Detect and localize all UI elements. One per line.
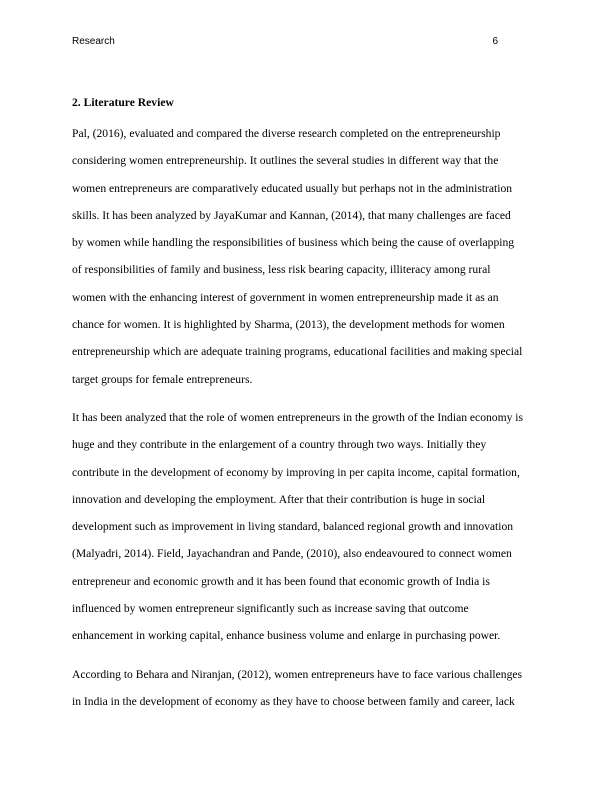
text-line: in India in the development of economy as they have to choose between family and career, lack	[72, 694, 515, 708]
text-line: Pal, (2016), evaluated and compared the diverse research completed on the entrepreneurship	[72, 127, 501, 140]
paragraph-2	[72, 404, 542, 650]
text-line: of responsibilities of family and business, less risk bearing capacity, illiteracy among rural	[72, 263, 491, 277]
page-number: 6	[492, 36, 498, 47]
section-heading: 2. Literature Review	[72, 96, 174, 109]
text-line: According to Behara and Niranjan, (2012), women entrepreneurs have to face various challenges	[72, 667, 523, 681]
text-line: It has been analyzed that the role of women entrepreneurs in the growth of the Indian economy is	[72, 410, 524, 424]
text-line: influenced by women entrepreneur significantly such as increase saving that outcome	[72, 602, 469, 616]
text-line: by women while handling the responsibilities of business which being the cause of overlapping	[72, 236, 515, 250]
text-line: women with the enhancing interest of government in women entrepreneurship made it as an	[72, 290, 499, 304]
document-body	[72, 94, 542, 726]
text-line: (Malyadri, 2014). Field, Jayachandran and Pande, (2010), also endeavoured to connect women	[72, 547, 512, 561]
text-line: enhancement in working capital, enhance business volume and enlarge in purchasing power.	[72, 629, 501, 643]
text-line: contribute in the development of economy by improving in per capita income, capital formation,	[72, 465, 520, 479]
page-header	[72, 36, 498, 50]
paragraph-1	[72, 120, 542, 393]
text-line: entrepreneur and economic growth and it has been found that economic growth of India is	[72, 574, 490, 588]
running-head: Research	[72, 36, 115, 47]
text-line: skills. It has been analyzed by JayaKumar and Kannan, (2014), that many challenges are faced	[72, 208, 511, 222]
text-line: entrepreneurship which are adequate training programs, educational facilities and making special	[72, 345, 523, 359]
text-line: innovation and developing the employment. After that their contribution is huge in social	[72, 492, 486, 506]
text-line: target groups for female entrepreneurs.	[72, 372, 253, 386]
text-line: huge and they contribute in the enlargement of a country through two ways. Initially they	[72, 438, 487, 452]
paragraph-3	[72, 661, 542, 716]
text-line: chance for women. It is highlighted by Sharma, (2013), the development methods for women	[72, 318, 505, 332]
text-line: women entrepreneurs are comparatively educated usually but perhaps not in the administration	[72, 181, 513, 195]
text-line: development such as improvement in living standard, balanced regional growth and innovation	[72, 520, 514, 534]
text-line: considering women entrepreneurship. It outlines the several studies in different way that the	[72, 154, 499, 168]
